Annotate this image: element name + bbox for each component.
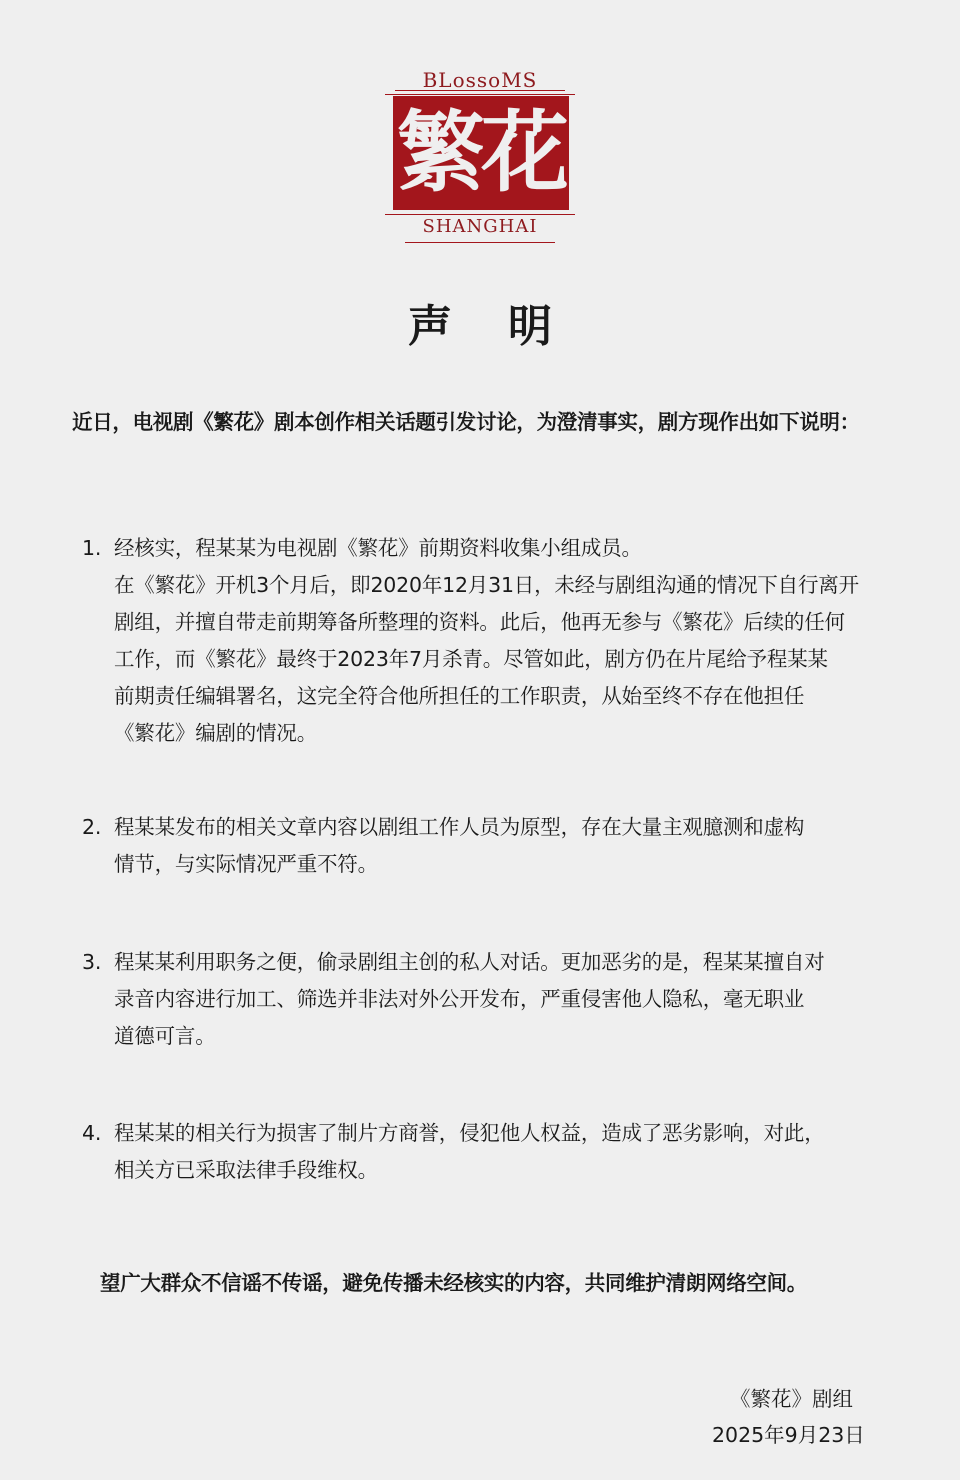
logo-rule-bottom <box>385 214 575 215</box>
item-number: 4. <box>82 1121 102 1145</box>
item-line: 程某某利用职务之便，偷录剧组主创的私人对话。更加恶劣的是，程某某擅自对 <box>114 950 825 974</box>
blossoms-shanghai-logo <box>385 66 575 250</box>
logo-main-text: 繁花 <box>393 96 569 210</box>
item-number: 2. <box>82 815 102 839</box>
item-line: 情节，与实际情况严重不符。 <box>114 852 378 876</box>
item-line: 《繁花》编剧的情况。 <box>114 721 317 745</box>
item-line: 程某某的相关行为损害了制片方商誉，侵犯他人权益，造成了恶劣影响，对此， <box>114 1121 825 1145</box>
item-line: 经核实，程某某为电视剧《繁花》前期资料收集小组成员。 <box>114 536 642 560</box>
item-line: 工作，而《繁花》最终于2023年7月杀青。尽管如此，剧方仍在片尾给予程某某 <box>114 647 828 671</box>
statement-heading: 声明 <box>408 301 608 352</box>
signature-date: 2025年9月23日 <box>712 1423 865 1447</box>
item-line: 前期责任编辑署名，这完全符合他所担任的工作职责，从始至终不存在他担任 <box>114 684 805 708</box>
signature-org: 《繁花》剧组 <box>730 1387 853 1411</box>
intro-paragraph: 近日，电视剧《繁花》剧本创作相关话题引发讨论，为澄清事实，剧方现作出如下说明： <box>72 410 860 434</box>
item-number: 3. <box>82 950 102 974</box>
logo-top-text: BLossoMS <box>422 68 538 92</box>
item-number: 1. <box>82 536 102 560</box>
item-line: 程某某发布的相关文章内容以剧组工作人员为原型，存在大量主观臆测和虚构 <box>114 815 805 839</box>
item-line: 录音内容进行加工、筛选并非法对外公开发布，严重侵害他人隐私，毫无职业 <box>114 987 805 1011</box>
logo-bottom-text: SHANGHAI <box>422 216 538 237</box>
closing-paragraph: 望广大群众不信谣不传谣，避免传播未经核实的内容，共同维护清朗网络空间。 <box>100 1271 807 1295</box>
item-line: 道德可言。 <box>114 1024 216 1048</box>
item-line: 在《繁花》开机3个月后，即2020年12月31日，未经与剧组沟通的情况下自行离开 <box>114 573 859 597</box>
logo-rule-top <box>385 94 575 95</box>
watermark-fade <box>880 1420 950 1470</box>
logo-rule-bottom-inner <box>405 242 555 243</box>
item-line: 相关方已采取法律手段维权。 <box>114 1158 378 1182</box>
item-line: 剧组，并擅自带走前期筹备所整理的资料。此后，他再无参与《繁花》后续的任何 <box>114 610 845 634</box>
